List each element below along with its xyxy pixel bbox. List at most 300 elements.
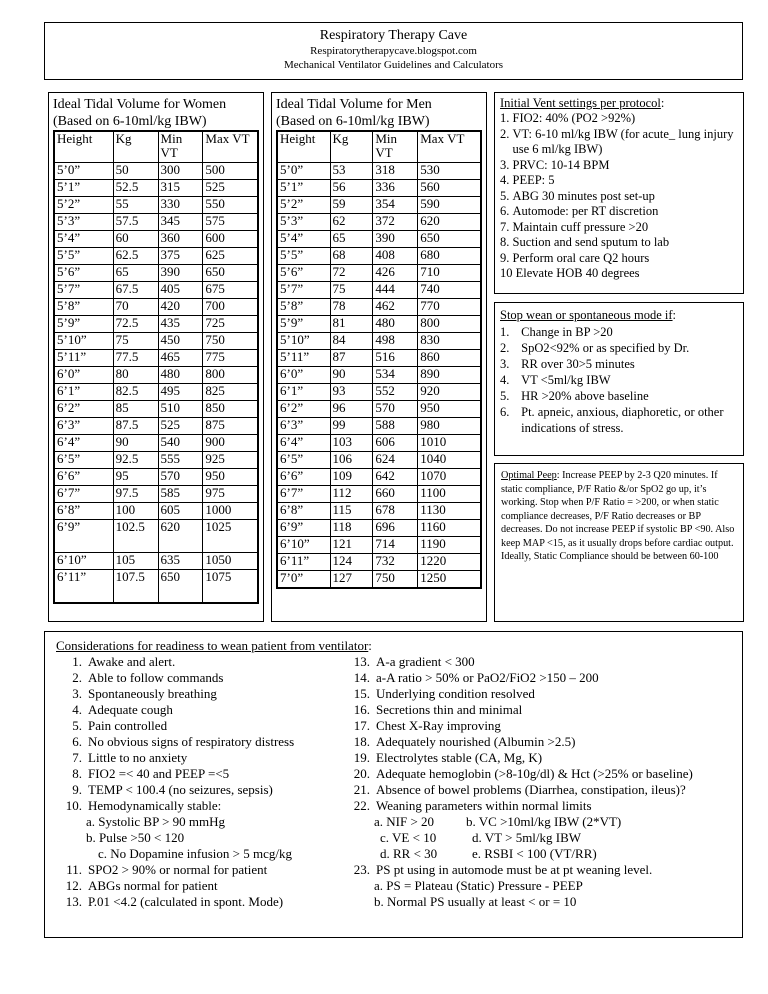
min-vt-cell: 642 [373, 469, 418, 486]
min-vt-cell: 345 [158, 214, 203, 231]
height-cell: 6’7” [54, 486, 113, 503]
stop-criterion-item [500, 356, 738, 372]
weaning-parameter-pair [344, 846, 734, 862]
women-tidal-volume-table [53, 130, 259, 604]
item-number: 16. [353, 702, 370, 717]
min-vt-cell: 462 [373, 299, 418, 316]
considerations-left-column [56, 654, 344, 910]
item-text: Change in BP >20 [521, 325, 613, 339]
height-cell: 5’10” [277, 333, 330, 350]
min-vt-cell: 660 [373, 486, 418, 503]
item-text: Spontaneously breathing [88, 686, 217, 701]
col-header-min-vt: Min VT [158, 131, 203, 163]
item-number: 10. [65, 798, 82, 813]
kg-cell: 82.5 [113, 384, 158, 401]
item-text: Maintain cuff pressure >20 [512, 219, 649, 234]
item-text: Weaning parameters within normal limits [376, 798, 592, 813]
item-text: Suction and send sputum to lab [512, 235, 670, 249]
sub-item: b. VC >10ml/kg IBW (2*VT) [466, 814, 622, 829]
height-cell: 6’3” [54, 418, 113, 435]
height-cell: 6’1” [277, 384, 330, 401]
height-cell: 7’0” [277, 571, 330, 589]
height-cell: 6’4” [54, 435, 113, 452]
min-vt-cell: 540 [158, 435, 203, 452]
min-vt-cell: 495 [158, 384, 203, 401]
table-row [54, 180, 258, 197]
min-vt-cell: 390 [373, 231, 418, 248]
item-number: 4. [72, 702, 82, 717]
table-row [54, 333, 258, 350]
vent-setting-item [500, 251, 738, 267]
table-row [277, 469, 481, 486]
item-text: No obvious signs of respiratory distress [88, 734, 295, 749]
sub-item: e. RSBI < 100 (VT/RR) [472, 846, 597, 861]
max-vt-cell: 1220 [418, 554, 481, 571]
kg-cell: 96 [330, 401, 373, 418]
min-vt-cell: 678 [373, 503, 418, 520]
kg-cell: 90 [330, 367, 373, 384]
item-text: Little to no anxiety [88, 750, 188, 765]
min-vt-cell: 444 [373, 282, 418, 299]
kg-cell: 62 [330, 214, 373, 231]
item-text: RR over 30>5 minutes [521, 357, 635, 371]
table-row [277, 486, 481, 503]
max-vt-cell: 740 [418, 282, 481, 299]
item-text: Absence of bowel problems (Diarrhea, constipation, ileus)? [376, 782, 686, 797]
kg-cell: 99 [330, 418, 373, 435]
max-vt-cell: 1250 [418, 571, 481, 589]
women-table-subtitle: (Based on 6-10ml/kg IBW) [53, 114, 207, 129]
men-table-subtitle: (Based on 6-10ml/kg IBW) [276, 114, 430, 129]
stop-criterion-item [500, 372, 738, 388]
kg-cell: 72.5 [113, 316, 158, 333]
item-number: 6. [500, 204, 510, 218]
height-cell: 6’6” [54, 469, 113, 486]
height-cell: 5’4” [277, 231, 330, 248]
table-row [54, 435, 258, 452]
optimal-peep-panel [494, 463, 744, 622]
col-header-kg: Kg [330, 131, 373, 163]
header-box [44, 22, 743, 80]
height-cell: 6’2” [277, 401, 330, 418]
item-text: Perform oral care Q2 hours [512, 250, 650, 265]
kg-cell: 90 [113, 435, 158, 452]
min-vt-cell: 372 [373, 214, 418, 231]
sub-item: c. VE < 10 [380, 830, 437, 845]
min-vt-cell: 318 [373, 163, 418, 180]
max-vt-cell: 590 [418, 197, 481, 214]
height-cell: 6’3” [277, 418, 330, 435]
initial-vent-list [500, 111, 738, 282]
optimal-peep-text: : Increase PEEP by 2-3 Q20 minutes. If static compliance, P/F Ratio &/or SpO2 go up, it’s working. Stop when P/F Ratio = >200, or when static compliance decreases, P/F Ratio decreases or BP decreases. Do not increase PEEP if systolic BP <90. Also keep MAP <15, as it usually drops before cardiac output. Ideally, Static Compliance should be between 60-100 [501, 470, 735, 562]
min-vt-cell: 450 [158, 333, 203, 350]
header-site: Respiratorytherapycave.blogspot.com [310, 45, 477, 57]
item-number: 18. [353, 734, 370, 749]
list-item [344, 766, 734, 782]
max-vt-cell: 1025 [203, 520, 258, 553]
sub-item: a. NIF > 20 [374, 814, 435, 829]
kg-cell: 77.5 [113, 350, 158, 367]
item-number: 21. [353, 782, 370, 797]
max-vt-cell: 1075 [203, 570, 258, 604]
col-header-height: Height [277, 131, 330, 163]
min-vt-cell: 465 [158, 350, 203, 367]
item-text: P.01 <4.2 (calculated in spont. Mode) [88, 894, 284, 909]
height-cell: 5’10” [54, 333, 113, 350]
item-text: PS pt using in automode must be at pt weaning level. [376, 862, 653, 877]
table-row [277, 333, 481, 350]
item-number: 22. [353, 798, 370, 813]
women-table-body [54, 163, 258, 604]
sub-item: d. RR < 30 [380, 846, 438, 861]
item-number: 8. [72, 766, 82, 781]
list-item [56, 654, 344, 670]
table-row [54, 316, 258, 333]
sub-item: b. Normal PS usually at least < or = 10 [374, 894, 577, 909]
min-vt-cell: 732 [373, 554, 418, 571]
height-cell: 6’11” [54, 570, 113, 604]
item-text: Awake and alert. [88, 654, 176, 669]
item-number: 9. [72, 782, 82, 797]
item-number: 6. [500, 405, 510, 419]
max-vt-cell: 1070 [418, 469, 481, 486]
stop-criterion-item [500, 388, 738, 404]
stop-criterion-item [500, 324, 738, 340]
kg-cell: 93 [330, 384, 373, 401]
considerations-title: Considerations for readiness to wean patient from ventilator [56, 638, 369, 653]
height-cell: 6’2” [54, 401, 113, 418]
max-vt-cell: 750 [203, 333, 258, 350]
height-cell: 6’6” [277, 469, 330, 486]
height-cell: 5’6” [54, 265, 113, 282]
considerations-right-column [344, 654, 734, 910]
min-vt-cell: 525 [158, 418, 203, 435]
item-text: TEMP < 100.4 (no seizures, sepsis) [88, 782, 273, 797]
min-vt-cell: 405 [158, 282, 203, 299]
min-vt-cell: 534 [373, 367, 418, 384]
height-cell: 6’8” [54, 503, 113, 520]
height-cell: 5’2” [54, 197, 113, 214]
stop-wean-panel: Stop wean or spontaneous mode if: 1. Change in BP >20 2. SpO2<92% or as specified by Dr. 3. RR over 30>5 minutes 4. VT <5ml/kg IBW 5. HR >20% above baseline 6. Pt. apneic, anxious, diaphoretic, or other indications of stress. [494, 302, 744, 456]
item-number: 19. [353, 750, 370, 765]
item-text: HR >20% above baseline [521, 389, 649, 403]
kg-cell: 55 [113, 197, 158, 214]
kg-cell: 118 [330, 520, 373, 537]
kg-cell: 65 [113, 265, 158, 282]
table-row [277, 452, 481, 469]
min-vt-cell: 635 [158, 553, 203, 570]
header-title: Respiratory Therapy Cave [319, 28, 468, 43]
item-number: 23. [353, 862, 370, 877]
min-vt-cell: 420 [158, 299, 203, 316]
min-vt-cell: 426 [373, 265, 418, 282]
list-item [344, 670, 734, 686]
kg-cell: 75 [330, 282, 373, 299]
kg-cell: 52.5 [113, 180, 158, 197]
min-vt-cell: 750 [373, 571, 418, 589]
max-vt-cell: 925 [203, 452, 258, 469]
list-item [56, 750, 344, 766]
min-vt-cell: 516 [373, 350, 418, 367]
min-vt-cell: 650 [158, 570, 203, 604]
item-text: Adequate hemoglobin (>8-10g/dl) & Hct (>25% or baseline) [376, 766, 693, 781]
kg-cell: 56 [330, 180, 373, 197]
max-vt-cell: 625 [203, 248, 258, 265]
table-row [54, 214, 258, 231]
height-cell: 6’0” [54, 367, 113, 384]
table-row [277, 299, 481, 316]
item-text: SpO2<92% or as specified by Dr. [521, 341, 690, 355]
item-number: 11. [66, 862, 82, 877]
table-row [277, 503, 481, 520]
list-item [56, 734, 344, 750]
height-cell: 6’4” [277, 435, 330, 452]
list-item [344, 798, 734, 814]
item-number: 4. [500, 373, 510, 387]
height-cell: 5’8” [54, 299, 113, 316]
kg-cell: 112 [330, 486, 373, 503]
item-text: Adequately nourished (Albumin >2.5) [376, 734, 576, 749]
kg-cell: 75 [113, 333, 158, 350]
height-cell: 5’0” [54, 163, 113, 180]
height-cell: 6’7” [277, 486, 330, 503]
item-text: ABG 30 minutes post set-up [512, 188, 655, 203]
min-vt-cell: 696 [373, 520, 418, 537]
kg-cell: 124 [330, 554, 373, 571]
item-text: a-A ratio > 50% or PaO2/FiO2 >150 – 200 [376, 670, 599, 685]
kg-cell: 102.5 [113, 520, 158, 553]
item-number: 7. [500, 219, 510, 234]
min-vt-cell: 300 [158, 163, 203, 180]
min-vt-cell: 624 [373, 452, 418, 469]
vent-setting-item [500, 127, 738, 158]
max-vt-cell: 1130 [418, 503, 481, 520]
kg-cell: 67.5 [113, 282, 158, 299]
stop-criterion-item [500, 404, 738, 436]
kg-cell: 106 [330, 452, 373, 469]
height-cell: 6’9” [277, 520, 330, 537]
height-cell: 5’1” [54, 180, 113, 197]
max-vt-cell: 900 [203, 435, 258, 452]
table-row [54, 452, 258, 469]
item-text: Able to follow commands [88, 670, 224, 685]
col-header-height: Height [54, 131, 113, 163]
list-item [344, 654, 734, 670]
item-text: FIO2 =< 40 and PEEP =<5 [88, 766, 230, 781]
kg-cell: 84 [330, 333, 373, 350]
height-cell: 5’9” [54, 316, 113, 333]
table-row [54, 282, 258, 299]
item-text: A-a gradient < 300 [376, 654, 475, 669]
max-vt-cell: 770 [418, 299, 481, 316]
item-number: 3. [72, 686, 82, 701]
list-item [344, 718, 734, 734]
weaning-considerations-panel: Considerations for readiness to wean patient from ventilator: 1. Awake and alert. 2. Able to follow commands 3. Spontaneously breathing 4. Adequate cough 5. Pain controlled 6. No obvious signs of respiratory distress 7. Little to no anxiety 8. FIO2 =< 40 and PEEP =<5 9. TEMP < 100.4 (no seizures, sepsis) 10. Hemodynamically stable: a. Systolic BP > 90 mmHg b. Pulse >50 < 120 c. No Dopamine infusion > 5 mcg/kg 11. SPO2 > 90% or normal for patient 12. ABGs normal for patient 13. P.01 <4.2 (calculated in spont. Mode) 13. A-a gradient < 300 14. a-A ratio > 50% or PaO2/FiO2 >150 – 200 15. Underlying condition resolved 16. Secretions thin and minimal 17. Chest X-Ray improving 18. Adequately nourished (Albumin >2.5) 19. Electrolytes stable (CA, Mg, K) 20. Adequate hemoglobin (>8-10g/dl) & Hct (>25% or baseline) 21. Absence of bowel problems (Diarrhea, constipation, ileus)? 22. Weaning parameters within normal limits a. NIF > 20 b. VC >10ml/kg IBW (2*VT) c. VE < 10 d. VT > 5ml/kg IBW d. RR < 30 e. RSBI < 100 (VT/RR) 23. PS pt using in automode must be at pt weaning level. a. PS = Plateau (Static) Pressure - PEEP b. Normal PS usually at least < or = 10 [44, 631, 743, 938]
height-cell: 6’10” [277, 537, 330, 554]
col-header-max-vt: Max VT [418, 131, 481, 163]
min-vt-cell: 330 [158, 197, 203, 214]
item-number: 13. [65, 894, 82, 909]
max-vt-cell: 1050 [203, 553, 258, 570]
kg-cell: 72 [330, 265, 373, 282]
list-item [56, 894, 344, 910]
table-row [54, 520, 258, 553]
table-row [54, 553, 258, 570]
kg-cell: 53 [330, 163, 373, 180]
item-number: 10 [500, 266, 513, 280]
max-vt-cell: 950 [203, 469, 258, 486]
table-row [277, 418, 481, 435]
height-cell: 5’11” [54, 350, 113, 367]
table-row [54, 401, 258, 418]
kg-cell: 60 [113, 231, 158, 248]
table-row [54, 418, 258, 435]
table-row [54, 231, 258, 248]
table-row [277, 248, 481, 265]
max-vt-cell: 530 [418, 163, 481, 180]
kg-cell: 107.5 [113, 570, 158, 604]
vent-setting-item [500, 111, 738, 127]
stop-wean-title: Stop wean or spontaneous mode if [500, 308, 673, 322]
max-vt-cell: 1010 [418, 435, 481, 452]
list-item [56, 718, 344, 734]
max-vt-cell: 920 [418, 384, 481, 401]
list-item [56, 798, 344, 814]
item-number: 1. [500, 325, 510, 339]
max-vt-cell: 850 [203, 401, 258, 418]
max-vt-cell: 775 [203, 350, 258, 367]
height-cell: 6’5” [54, 452, 113, 469]
max-vt-cell: 950 [418, 401, 481, 418]
max-vt-cell: 710 [418, 265, 481, 282]
height-cell: 5’4” [54, 231, 113, 248]
kg-cell: 92.5 [113, 452, 158, 469]
kg-cell: 57.5 [113, 214, 158, 231]
item-number: 3. [500, 357, 510, 371]
kg-cell: 87.5 [113, 418, 158, 435]
min-vt-cell: 390 [158, 265, 203, 282]
max-vt-cell: 830 [418, 333, 481, 350]
item-text: Underlying condition resolved [376, 686, 535, 701]
table-row [277, 571, 481, 589]
max-vt-cell: 980 [418, 418, 481, 435]
height-cell: 5’1” [277, 180, 330, 197]
max-vt-cell: 680 [418, 248, 481, 265]
max-vt-cell: 860 [418, 350, 481, 367]
kg-cell: 127 [330, 571, 373, 589]
max-vt-cell: 1190 [418, 537, 481, 554]
sub-item: d. VT > 5ml/kg IBW [472, 830, 582, 845]
item-number: 15. [353, 686, 370, 701]
height-cell: 5’6” [277, 265, 330, 282]
kg-cell: 109 [330, 469, 373, 486]
table-row [277, 282, 481, 299]
item-text: ABGs normal for patient [88, 878, 218, 893]
min-vt-cell: 714 [373, 537, 418, 554]
list-item [56, 670, 344, 686]
max-vt-cell: 725 [203, 316, 258, 333]
sub-item: a. Systolic BP > 90 mmHg [86, 814, 226, 829]
sub-item: b. Pulse >50 < 120 [86, 830, 185, 845]
max-vt-cell: 700 [203, 299, 258, 316]
item-number: 5. [72, 718, 82, 733]
table-row [277, 197, 481, 214]
min-vt-cell: 354 [373, 197, 418, 214]
table-row [54, 503, 258, 520]
kg-cell: 121 [330, 537, 373, 554]
item-text: Electrolytes stable (CA, Mg, K) [376, 750, 543, 765]
table-row [277, 554, 481, 571]
col-header-min-vt: Min VT [373, 131, 418, 163]
kg-cell: 115 [330, 503, 373, 520]
min-vt-cell: 435 [158, 316, 203, 333]
list-item [344, 862, 734, 878]
weaning-parameter-pair [344, 830, 734, 846]
table-row [54, 197, 258, 214]
min-vt-cell: 375 [158, 248, 203, 265]
kg-cell: 80 [113, 367, 158, 384]
table-row [277, 316, 481, 333]
item-number: 9. [500, 250, 510, 265]
min-vt-cell: 570 [158, 469, 203, 486]
kg-cell: 68 [330, 248, 373, 265]
kg-cell: 70 [113, 299, 158, 316]
max-vt-cell: 875 [203, 418, 258, 435]
list-item [344, 734, 734, 750]
min-vt-cell: 360 [158, 231, 203, 248]
max-vt-cell: 650 [203, 265, 258, 282]
vent-setting-item [500, 204, 738, 220]
kg-cell: 78 [330, 299, 373, 316]
table-row [277, 214, 481, 231]
item-number: 17. [353, 718, 370, 733]
vent-setting-item [500, 189, 738, 205]
item-text: PEEP: 5 [512, 173, 555, 187]
item-text: Elevate HOB 40 degrees [515, 266, 640, 280]
item-number: 13. [353, 654, 370, 669]
table-row [277, 231, 481, 248]
list-item [344, 782, 734, 798]
item-number: 5. [500, 188, 510, 203]
height-cell: 5’9” [277, 316, 330, 333]
kg-cell: 59 [330, 197, 373, 214]
item-text: Automode: per RT discretion [512, 204, 659, 218]
height-cell: 6’8” [277, 503, 330, 520]
height-cell: 6’11” [277, 554, 330, 571]
max-vt-cell: 975 [203, 486, 258, 503]
max-vt-cell: 575 [203, 214, 258, 231]
list-item [56, 686, 344, 702]
men-tidal-volume-table [276, 130, 482, 589]
height-cell: 5’3” [277, 214, 330, 231]
table-row [54, 163, 258, 180]
table-row [277, 350, 481, 367]
item-text: Adequate cough [88, 702, 173, 717]
height-cell: 6’1” [54, 384, 113, 401]
min-vt-cell: 570 [373, 401, 418, 418]
height-cell: 6’10” [54, 553, 113, 570]
max-vt-cell: 800 [203, 367, 258, 384]
height-cell: 5’8” [277, 299, 330, 316]
kg-cell: 62.5 [113, 248, 158, 265]
list-item [344, 702, 734, 718]
item-text: Hemodynamically stable: [88, 798, 222, 813]
sub-item: a. PS = Plateau (Static) Pressure - PEEP [374, 878, 583, 893]
list-item [56, 702, 344, 718]
sub-item: c. No Dopamine infusion > 5 mcg/kg [98, 846, 292, 861]
list-item [56, 782, 344, 798]
table-row [277, 163, 481, 180]
